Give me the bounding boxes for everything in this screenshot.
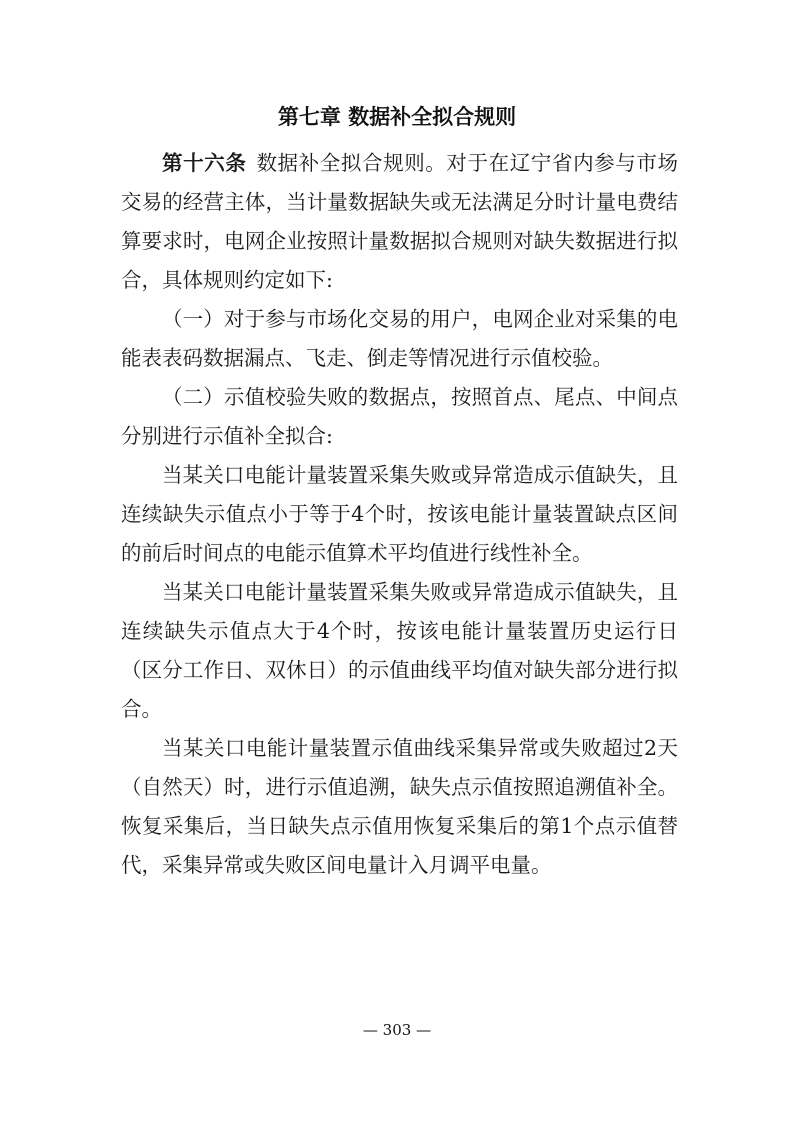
paragraph-rule-large-gap: 当某关口电能计量装置采集失败或异常造成示值缺失，且连续缺失示值点大于4个时，按该电能计量装置历史运行日（区分工作日、双休日）的示值曲线平均值对缺失部分进行拟合。: [121, 580, 678, 721]
body-text: [121, 144, 678, 885]
page-number: — 303 —: [362, 1021, 432, 1039]
article-number: 第十六条: [162, 151, 247, 175]
paragraph-rule-small-gap: 当某关口电能计量装置采集失败或异常造成示值缺失，且连续缺失示值点小于等于4个时，按该电能计量装置缺点区间的前后时间点的电能示值算术平均值进行线性补全。: [121, 463, 678, 565]
chapter-title: 第七章 数据补全拟合规则: [277, 105, 517, 129]
article-intro: 数据补全拟合规则。对于在辽宁省内参与市场交易的经营主体，当计量数据缺失或无法满足分时计量电费结算要求时，电网企业按照计量数据拟合规则对缺失数据进行拟合，具体规则约定如下:: [121, 151, 679, 292]
paragraph-item-1: （一）对于参与市场化交易的用户，电网企业对采集的电能表表码数据漏点、飞走、倒走等情况进行示值校验。: [121, 307, 678, 370]
paragraph-item-2: （二）示值校验失败的数据点，按照首点、尾点、中间点分别进行示值补全拟合:: [121, 385, 678, 448]
article-paragraph: [121, 144, 678, 300]
paragraph-rule-multi-day: 当某关口电能计量装置示值曲线采集异常或失败超过2天（自然天）时，进行示值追溯，缺失点示值按照追溯值补全。恢复采集后，当日缺失点示值用恢复采集后的第1个点示值替代，采集异常或失败区间电量计入月调平电量。: [121, 736, 678, 877]
